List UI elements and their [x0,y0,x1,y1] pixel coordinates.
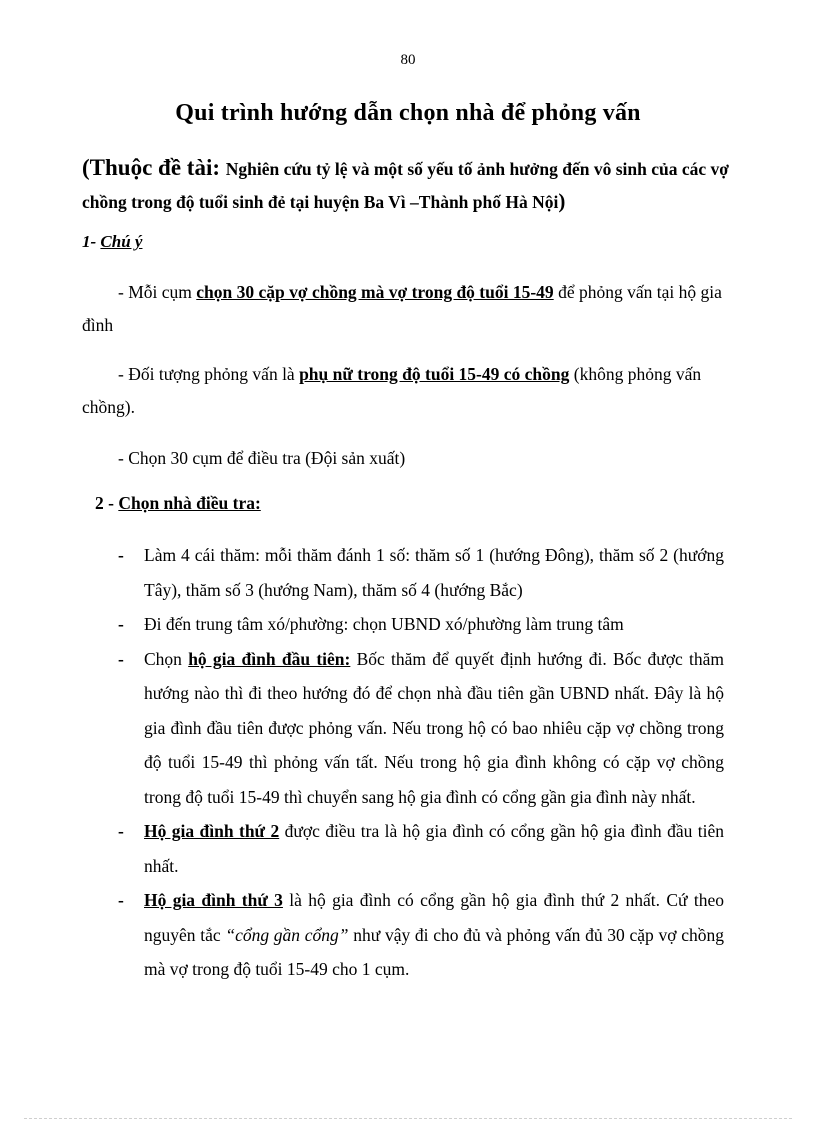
section-1-number: 1- [82,232,101,251]
list-item-text: Bốc thăm để quyết định hướng đi. Bốc được thăm hướng nào thì đi theo hướng đó để chọn nhà đầu tiên gần UBND nhất. Đây là hộ gia đình đầu tiên được phỏng vấn. Nếu trong hộ có bao nhiêu cặp vợ chồng trong độ tuổi 15-49 thì phỏng vấn tất. Nếu trong hộ gia đình không có cặp vợ chồng trong độ tuổi 15-49 thì chuyển sang hộ gia đình có cổng gần gia đình này nhất. [144,648,724,807]
page-number: 80 [400,52,416,68]
section-2-number: 2 - [95,493,119,513]
list-item [118,883,724,987]
subtitle-close: ) [558,189,566,213]
section-1-item [82,276,722,342]
list-item-emphasis: hộ gia đình đầu tiên: [188,648,351,669]
subtitle-text: Nghiên cứu tỷ lệ và một số yếu tố ảnh hưởng đến vô sinh của các vợ chồng trong độ tuổi sinh đẻ tại huyện Ba Vì –Thành phố Hà Nội [82,159,729,212]
list-item [118,607,724,642]
section-1-heading [82,232,142,252]
section-2-heading [95,493,261,514]
bullet-dash: - [118,648,124,669]
item-suffix: (không phỏng vấn chồng). [82,364,702,417]
page-footer-rule [24,1118,792,1119]
subtitle-lead: (Thuộc đề tài: [82,155,226,180]
list-item-text: được điều tra là hộ gia đình có cổng gần hộ gia đình đầu tiên nhất. [144,821,724,876]
bullet-dash: - [118,545,124,565]
bullet-dash: - [118,821,124,841]
list-item [118,814,724,883]
list-item-text: Làm 4 cái thăm: mỗi thăm đánh 1 số: thăm số 1 (hướng Đông), thăm số 2 (hướng Tây), thăm số 3 (hướng Nam), thăm số 4 (hướng Bắc) [144,545,724,600]
list-item [118,538,724,607]
item-emphasis: phụ nữ trong độ tuổi 15-49 có chồng [299,364,570,384]
section-2-list [118,538,724,987]
list-item-emphasis: Hộ gia đình thứ 3 [144,890,283,910]
section-2-title: Chọn nhà điều tra: [118,493,261,513]
bullet-dash: - [118,614,124,634]
item-prefix: - Mỗi cụm [118,282,197,302]
item-suffix: để phỏng vấn tại hộ gia đình [82,282,722,335]
list-item-italic: “cổng gần cổng” [225,924,349,945]
list-item-text: Đi đến trung tâm xó/phường: chọn UBND xó/phường làm trung tâm [144,614,624,634]
document-title: Qui trình hướng dẫn chọn nhà để phỏng vấn [175,100,641,126]
item-prefix: - Đối tượng phỏng vấn là [118,364,300,384]
item-text: - Chọn 30 cụm để điều tra (Đội sản xuất) [118,448,406,468]
section-1-item [82,442,722,475]
list-item-text: như vậy đi cho đủ và phỏng vấn đủ 30 cặp vợ chồng mà vợ trong độ tuổi 15-49 cho 1 cụm. [144,924,725,979]
bullet-dash: - [118,890,124,910]
list-item-emphasis: Hộ gia đình thứ 2 [144,821,280,841]
list-item [118,642,724,815]
document-subtitle [82,152,732,218]
list-item-text: là hộ gia đình có cổng gần hộ gia đình thứ 2 nhất. Cứ theo nguyên tắc [144,890,724,945]
list-item-prefix: Chọn [144,648,189,669]
section-1-item [82,358,722,424]
item-emphasis: chọn 30 cặp vợ chồng mà vợ trong độ tuổi 15-49 [196,282,554,302]
section-1-title: Chú ý [100,232,143,251]
